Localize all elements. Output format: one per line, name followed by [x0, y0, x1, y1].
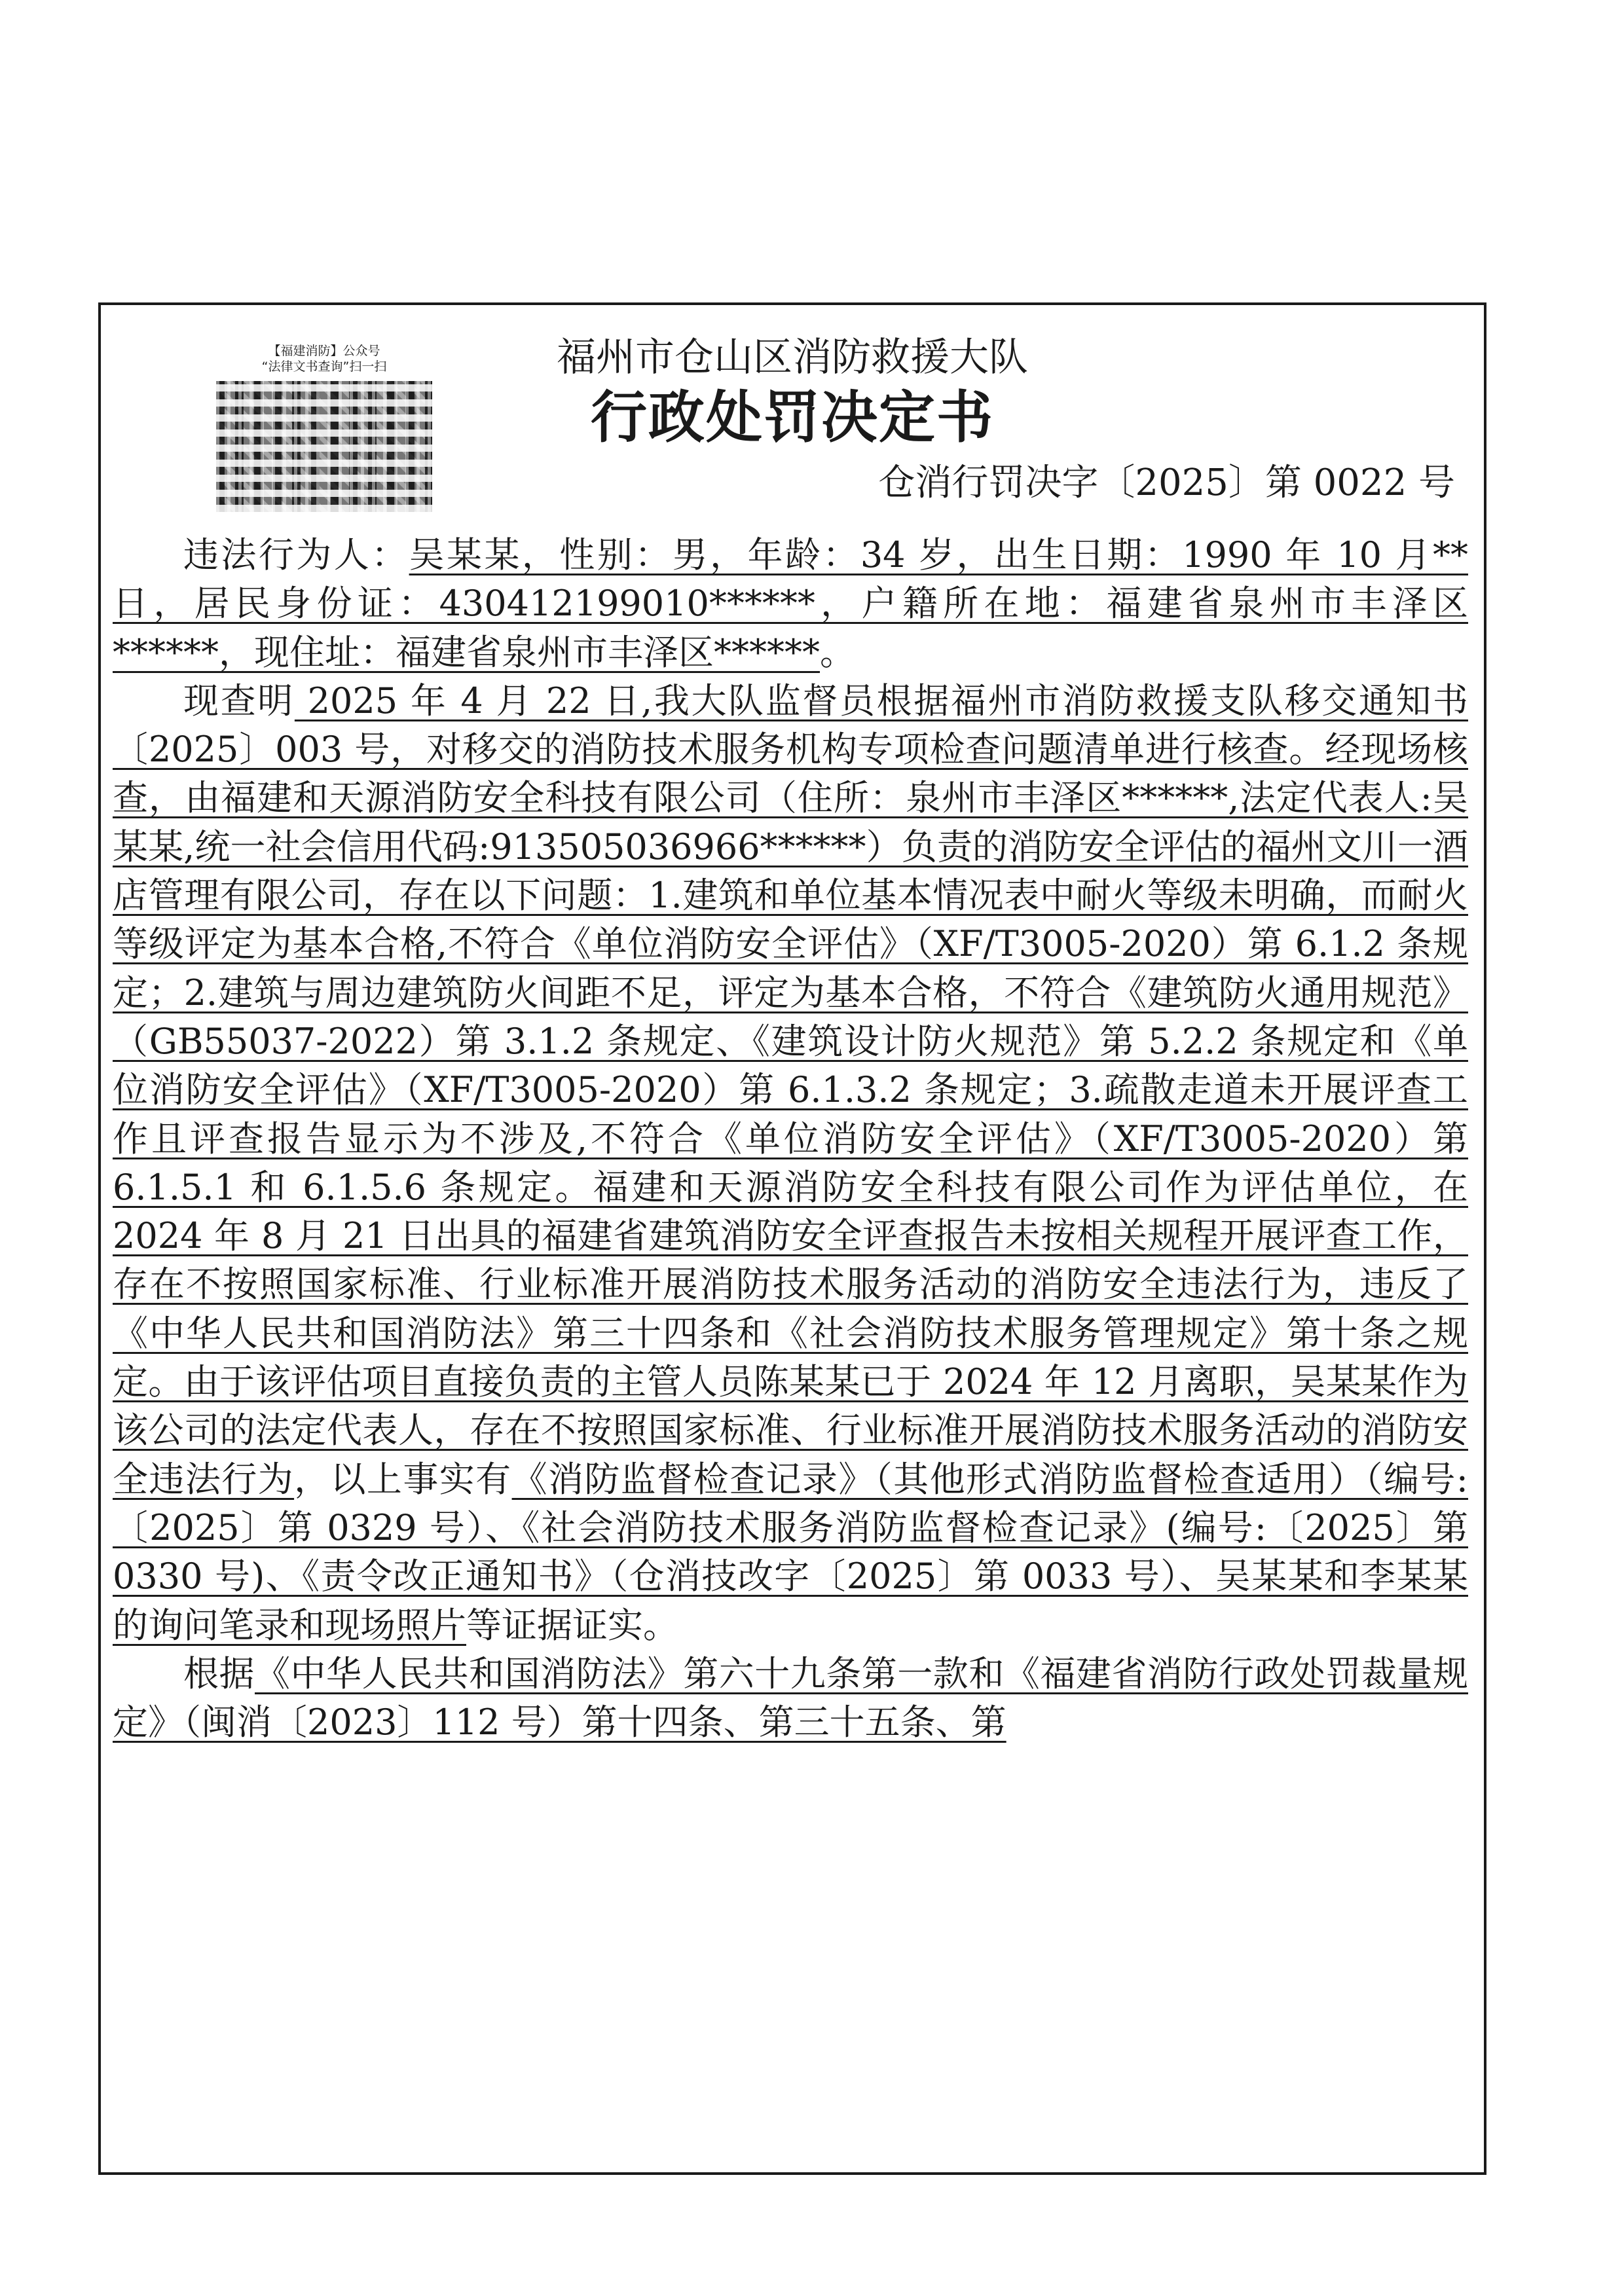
- party-end: 。: [820, 631, 855, 673]
- party-details: 吴某某，性别：男，年龄：34 岁，出生日期：1990 年 10 月**日，居民身份证：430412199010******，户籍所在地：福建省泉州市丰泽区******，现住址：福建省泉州市丰泽区******: [113, 534, 1468, 673]
- document-body: [113, 531, 1468, 1747]
- document-number: 仓消行罚决字〔2025〕第 0022 号: [878, 462, 1455, 504]
- facts-connector: ，以上事实有: [294, 1458, 512, 1500]
- facts-paragraph: [113, 677, 1468, 1650]
- legal-basis-paragraph: [113, 1650, 1468, 1747]
- basis-label: 根据: [183, 1652, 255, 1694]
- qr-caption-line2: “法律文书查询”扫一扫: [261, 359, 387, 374]
- qr-caption-line1: 【福建消防】公众号: [268, 344, 380, 358]
- issuing-agency: 福州市仓山区消防救援大队: [557, 335, 1028, 380]
- facts-label: 现查明: [183, 680, 295, 721]
- basis-text: 《中华人民共和国消防法》第六十九条第一款和《福建省消防行政处罚裁量规定》（闽消〔2023〕112 号）第十四条、第三十五条、第: [113, 1652, 1468, 1743]
- party-info-paragraph: [113, 531, 1468, 677]
- document-title: 行政处罚决定书: [591, 385, 994, 450]
- evidence-list: 《消防监督检查记录》（其他形式消防监督检查适用）（编号:〔2025〕第 0329 号）、《社会消防技术服务消防监督检查记录》(编号:〔2025〕第 0330 号)、《责令改正通知书》（仓消技改字〔2025〕第 0033 号）、吴某某和李某某的询问笔录和现场照片: [113, 1458, 1468, 1646]
- facts-end: 等证据证实。: [466, 1604, 678, 1646]
- document-frame: [98, 302, 1486, 2175]
- party-label: 违法行为人：: [183, 534, 409, 575]
- facts-text: 2025 年 4 月 22 日,我大队监督员根据福州市消防救援支队移交通知书〔2025〕003 号，对移交的消防技术服务机构专项检查问题清单进行核查。经现场核查，由福建和天源消防安全科技有限公司（住所：泉州市丰泽区******,法定代表人:吴某某,统一社会信用代码:913505036966******）负责的消防安全评估的福州文川一酒店管理有限公司，存在以下问题：1.建筑和单位基本情况表中耐火等级未明确，而耐火等级评定为基本合格,不符合《单位消防安全评估》（XF/T3005-2020）第 6.1.2 条规定；2.建筑与周边建筑防火间距不足，评定为基本合格，不符合《建筑防火通用规范》（GB55037-2022）第 3.1.2 条规定、《建筑设计防火规范》第 5.2.2 条规定和《单位消防安全评估》（XF/T3005-2020）第 6.1.3.2 条规定；3.疏散走道未开展评查工作且评查报告显示为不涉及,不符合《单位消防安全评估》（XF/T3005-2020）第 6.1.5.1 和 6.1.5.6 条规定。福建和天源消防安全科技有限公司作为评估单位，在 2024 年 8 月 21 日出具的福建省建筑消防安全评查报告未按相关规程开展评查工作，存在不按照国家标准、行业标准开展消防技术服务活动的消防安全违法行为，违反了《中华人民共和国消防法》第三十四条和《社会消防技术服务管理规定》第十条之规定。由于该评估项目直接负责的主管人员陈某某已于 2024 年 12 月离职，吴某某作为该公司的法定代表人，存在不按照国家标准、行业标准开展消防技术服务活动的消防安全违法行为: [113, 680, 1468, 1500]
